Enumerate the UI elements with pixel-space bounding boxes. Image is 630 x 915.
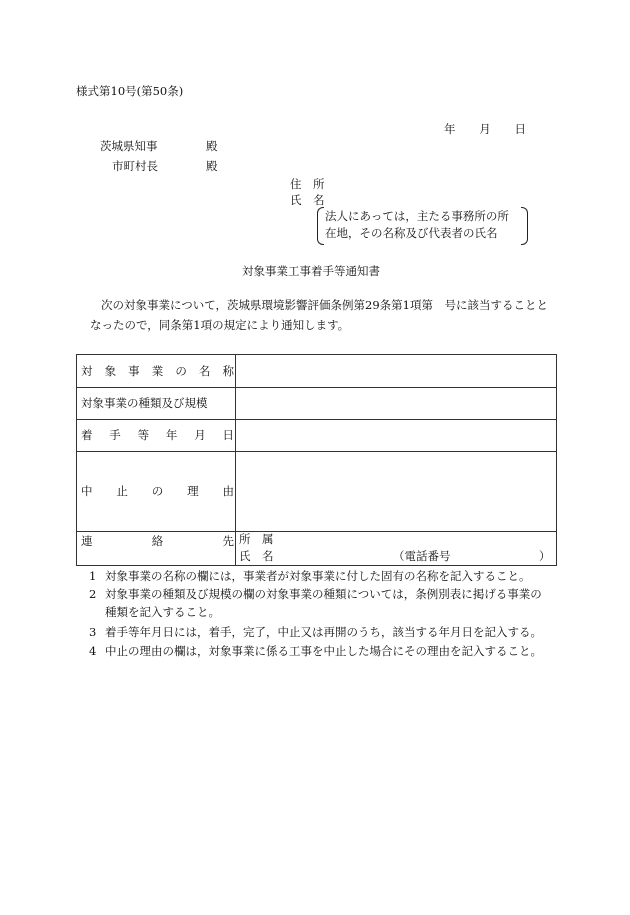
addressee-governor: 茨城県知事: [100, 139, 158, 153]
addressee-mayor: 市町村長: [112, 159, 158, 173]
contact-name-label: 氏 名: [239, 549, 274, 563]
right-bracket: [521, 207, 528, 245]
table-row-project-name: [77, 355, 556, 388]
note-text: 着手等年月日には，着手，完了，中止又は再開のうち，該当する年月日を記入する。: [105, 625, 542, 639]
table-row-suspension-reason: [77, 451, 556, 532]
note-item: [89, 627, 542, 639]
date-day-label: 日: [514, 122, 526, 136]
notification-table: [76, 354, 557, 566]
addressee-governor-honorific: 殿: [206, 139, 218, 153]
body-text-line1: 次の対象事業について，茨城県環境影響評価条例第29条第1項第 号に該当することと: [101, 298, 548, 312]
applicant-name-label: 氏 名: [290, 193, 325, 207]
contact-phone-label: （電話番号: [393, 549, 451, 563]
date-month-label: 月: [479, 122, 491, 136]
corporate-note-line1: 法人にあっては，主たる事務所の所: [325, 209, 509, 223]
table-row-type-scale: [77, 387, 556, 420]
note-number: 1: [89, 569, 97, 583]
start-date-label: 着 手 等 年 月 日: [81, 428, 234, 442]
suspension-reason-label: 中 止 の 理 由: [81, 484, 234, 498]
note-number: 3: [89, 625, 97, 639]
table-row-contact: [77, 531, 556, 565]
note-text: 中止の理由の欄は，対象事業に係る工事を中止した場合にその理由を記入すること。: [105, 644, 542, 658]
note-item: [89, 589, 542, 601]
note-text: 対象事業の名称の欄には，事業者が対象事業に付した固有の名称を記入すること。: [105, 569, 531, 583]
note-item: [89, 646, 542, 658]
date-line: [444, 124, 526, 136]
note-item: [89, 571, 531, 583]
contact-phone-close: ）: [539, 549, 551, 563]
document-title: 対象事業工事着手等通知書: [242, 264, 380, 278]
table-row-start-date: [77, 419, 556, 452]
type-scale-label: 対象事業の種類及び規模: [81, 396, 208, 410]
form-number: 様式第10号(第50条): [76, 84, 184, 98]
left-bracket: [317, 207, 324, 245]
corporate-note-line2: 在地，その名称及び代表者の氏名: [325, 226, 498, 240]
contact-affiliation-label: 所 属: [239, 532, 274, 546]
contact-label: 連 絡 先: [81, 534, 234, 548]
note-number: 2: [89, 587, 97, 601]
project-name-label: 対 象 事 業 の 名 称: [81, 364, 234, 378]
applicant-address-label: 住 所: [290, 177, 325, 191]
date-year-label: 年: [444, 122, 456, 136]
note-text: 対象事業の種類及び規模の欄の対象事業の種類については，条例別表に掲げる事業の: [105, 587, 542, 601]
body-text-line2: なったので，同条第1項の規定により通知します。: [90, 318, 350, 332]
note-number: 4: [89, 644, 97, 658]
note-continuation: 種類を記入すること。: [105, 605, 220, 619]
addressee-mayor-honorific: 殿: [206, 159, 218, 173]
